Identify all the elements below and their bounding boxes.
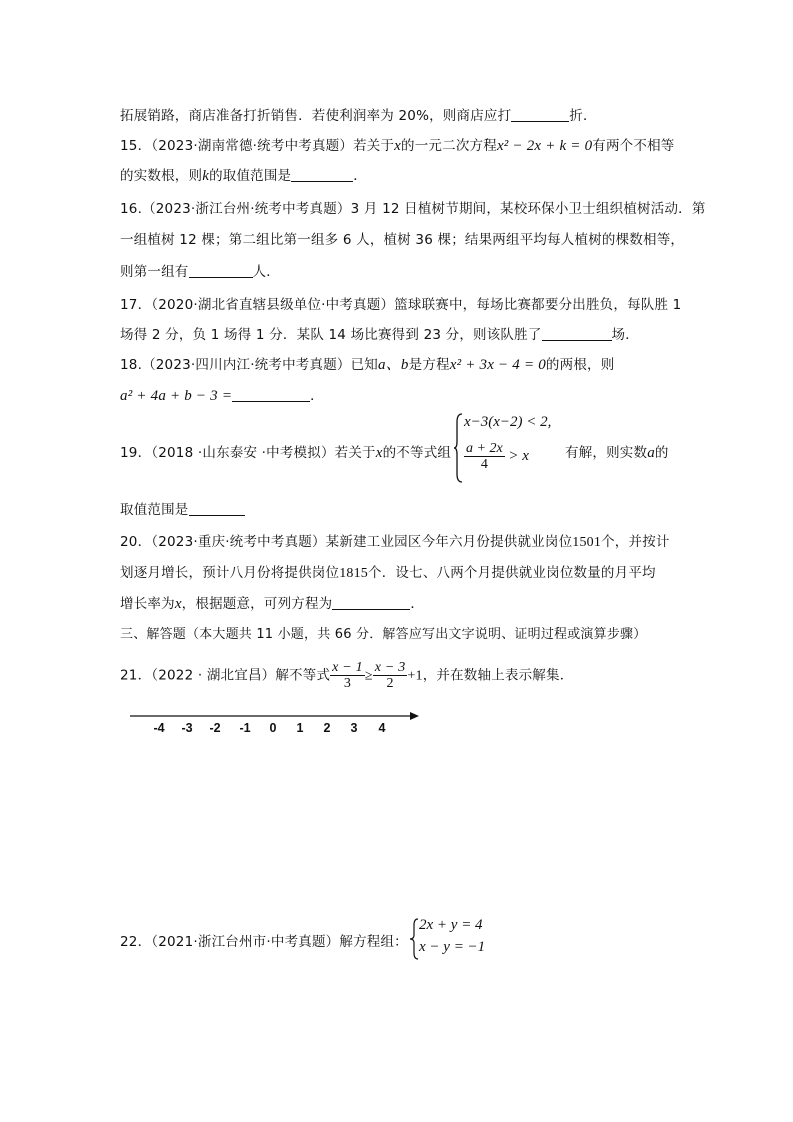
q19-system-brace bbox=[453, 412, 463, 489]
q14-text: 拓展销路，商店准备打折销售．若使利润率为 20%，则商店应打 bbox=[120, 108, 512, 124]
q15-source: 15．（2023·湖南常德·统考中考真题）若关于 bbox=[120, 138, 395, 154]
q14-tail-line bbox=[120, 104, 597, 124]
q18-end: ． bbox=[310, 388, 324, 404]
q18-answer-blank bbox=[232, 387, 310, 402]
q18-line1 bbox=[120, 353, 614, 374]
q20-line3 bbox=[120, 592, 424, 613]
q20-l3-mid: ，根据题意，可列方程为 bbox=[181, 596, 333, 612]
q19-post2: 的 bbox=[654, 445, 669, 461]
number-line-label: -4 bbox=[153, 721, 165, 735]
q18-mid: 是方程 bbox=[408, 357, 450, 373]
q16-line3 bbox=[120, 260, 280, 280]
q15-var-x: x bbox=[394, 138, 402, 154]
q19-line2 bbox=[120, 498, 245, 518]
q19-mid: 的不等式组 bbox=[382, 445, 452, 461]
q21-frac-right bbox=[373, 660, 408, 691]
q21-post: ，并在数轴上表示解集． bbox=[422, 667, 574, 684]
q21-f2-denominator: 2 bbox=[386, 676, 394, 691]
q16-l3-post: 人． bbox=[252, 264, 280, 280]
q18-post: 的两根，则 bbox=[545, 357, 615, 373]
q19-line1-right bbox=[565, 441, 669, 462]
q19-line1 bbox=[120, 441, 451, 462]
q21-f2-numerator: x − 3 bbox=[374, 660, 406, 675]
q22-system-row1: 2x + y = 4 bbox=[419, 917, 483, 933]
q16-line1: 16.（2023·浙江台州·统考中考真题）3 月 12 日植树节期间，某校环保小卫士组织植树活动．第 bbox=[120, 201, 706, 217]
q20-l1-pre: 20．（2023·重庆·统考中考真题）某新建工业园区今年六月份提供就业岗位 bbox=[120, 534, 573, 550]
q21-frac-left bbox=[330, 660, 365, 691]
q20-l1-post: 个，并按计 bbox=[601, 534, 670, 550]
q18-line2 bbox=[120, 384, 324, 405]
q20-n2: 1815 bbox=[339, 566, 369, 581]
brace-icon bbox=[453, 412, 463, 484]
q19-frac-numerator: a + 2x bbox=[466, 441, 503, 456]
q17-l2-pre: 场得 2 分，负 1 场得 1 分．某队 14 场比赛得到 23 分，则该队胜了 bbox=[120, 327, 542, 343]
q20-end: ． bbox=[410, 596, 425, 612]
q19-answer-blank bbox=[189, 501, 245, 516]
q18-equation: x² + 3x − 4 = 0 bbox=[449, 357, 546, 373]
q21-f1-numerator: x − 1 bbox=[332, 660, 363, 675]
q15-var-k: k bbox=[202, 168, 210, 184]
q20-n1: 1501 bbox=[572, 535, 602, 550]
q17-l2-post: 场． bbox=[611, 327, 639, 343]
section-3-heading: 三、解答题（本大题共 11 小题，共 66 分．解答应写出文字说明、证明过程或演算步骤） bbox=[120, 627, 647, 642]
q20-l2-pre: 划逐月增长，预计八月份将提供岗位 bbox=[120, 565, 340, 581]
q20-var-x: x bbox=[174, 596, 182, 612]
q16-answer-blank bbox=[189, 263, 253, 278]
q22-line bbox=[120, 930, 408, 950]
q22-pre: 22．（2021·浙江台州市·中考真题）解方程组： bbox=[120, 934, 408, 950]
number-line-label: -3 bbox=[181, 721, 193, 735]
q21-pre: 21．（2022 · 湖北宜昌）解不等式 bbox=[120, 667, 331, 684]
q15-line2-pre: 的实数根，则 bbox=[120, 168, 203, 184]
q15-end: ． bbox=[353, 168, 367, 184]
number-line bbox=[128, 709, 438, 739]
q19-pre: 19．（2018 ·山东泰安 ·中考模拟）若关于 bbox=[120, 445, 376, 461]
q18-pre: 18.（2023·四川内江·统考中考真题）已知 bbox=[120, 357, 379, 373]
q16-l3-pre: 则第一组有 bbox=[120, 264, 189, 280]
q22-system-row2: x − y = −1 bbox=[419, 939, 486, 955]
q14-answer-blank bbox=[511, 107, 569, 122]
number-line-label: 4 bbox=[378, 721, 386, 735]
q19-var-a: a bbox=[647, 445, 655, 461]
q17-answer-blank bbox=[542, 326, 612, 341]
q21-plus: +1 bbox=[407, 668, 423, 684]
q19-l2: 取值范围是 bbox=[120, 502, 189, 518]
q19-post: 有解，则实数 bbox=[565, 445, 648, 461]
q19-fraction bbox=[464, 441, 505, 472]
q20-l2-post: 个．设七、八两个月提供就业岗位数量的月平均 bbox=[368, 565, 656, 581]
number-line-label: -2 bbox=[209, 721, 221, 735]
q19-system-row2 bbox=[464, 441, 529, 472]
q21-ge: ≥ bbox=[364, 668, 373, 684]
q15-answer-blank bbox=[291, 167, 353, 182]
number-line-label: -1 bbox=[239, 721, 251, 735]
arrow-right-icon bbox=[410, 712, 419, 720]
number-line-label: 2 bbox=[323, 721, 331, 735]
q20-answer-blank bbox=[332, 595, 410, 610]
q15-line2 bbox=[120, 164, 367, 185]
q15-mid: 的一元二次方程 bbox=[401, 138, 497, 154]
q21-f1-denominator: 3 bbox=[343, 676, 352, 691]
q17-line2 bbox=[120, 323, 639, 343]
q18-expression: a² + 4a + b − 3 = bbox=[120, 388, 233, 404]
q21-line bbox=[120, 660, 573, 691]
q16-line2: 一组植树 12 棵；第二组比第一组多 6 人，植树 36 棵；结果两组平均每人植树的棵数相等， bbox=[120, 232, 685, 248]
q15-line2-post: 的取值范围是 bbox=[209, 168, 292, 184]
q15-line1 bbox=[120, 134, 674, 155]
number-line-label: 3 bbox=[350, 721, 358, 735]
q19-system-row1: x−3(x−2) < 2, bbox=[464, 414, 552, 430]
q17-line1: 17．（2020·湖北省直辖县级单位·中考真题）篮球联赛中，每场比赛都要分出胜负，每队胜 1 bbox=[120, 297, 682, 313]
q20-line1 bbox=[120, 530, 670, 551]
q15-post: 有两个不相等 bbox=[592, 138, 675, 154]
q22-system-brace bbox=[409, 917, 419, 966]
q18-vars: a、b bbox=[378, 357, 409, 373]
number-line-label: 1 bbox=[296, 721, 304, 735]
q19-row2-tail: > x bbox=[508, 447, 529, 464]
q15-equation: x² − 2x + k = 0 bbox=[496, 138, 593, 154]
q19-var-x: x bbox=[375, 445, 383, 461]
q20-line2 bbox=[120, 561, 656, 582]
brace-icon bbox=[409, 917, 419, 961]
number-line-label: 0 bbox=[269, 721, 277, 735]
q20-l3-pre: 增长率为 bbox=[120, 596, 175, 612]
q14-end: 折． bbox=[569, 108, 597, 124]
q19-frac-denominator: 4 bbox=[480, 457, 488, 472]
